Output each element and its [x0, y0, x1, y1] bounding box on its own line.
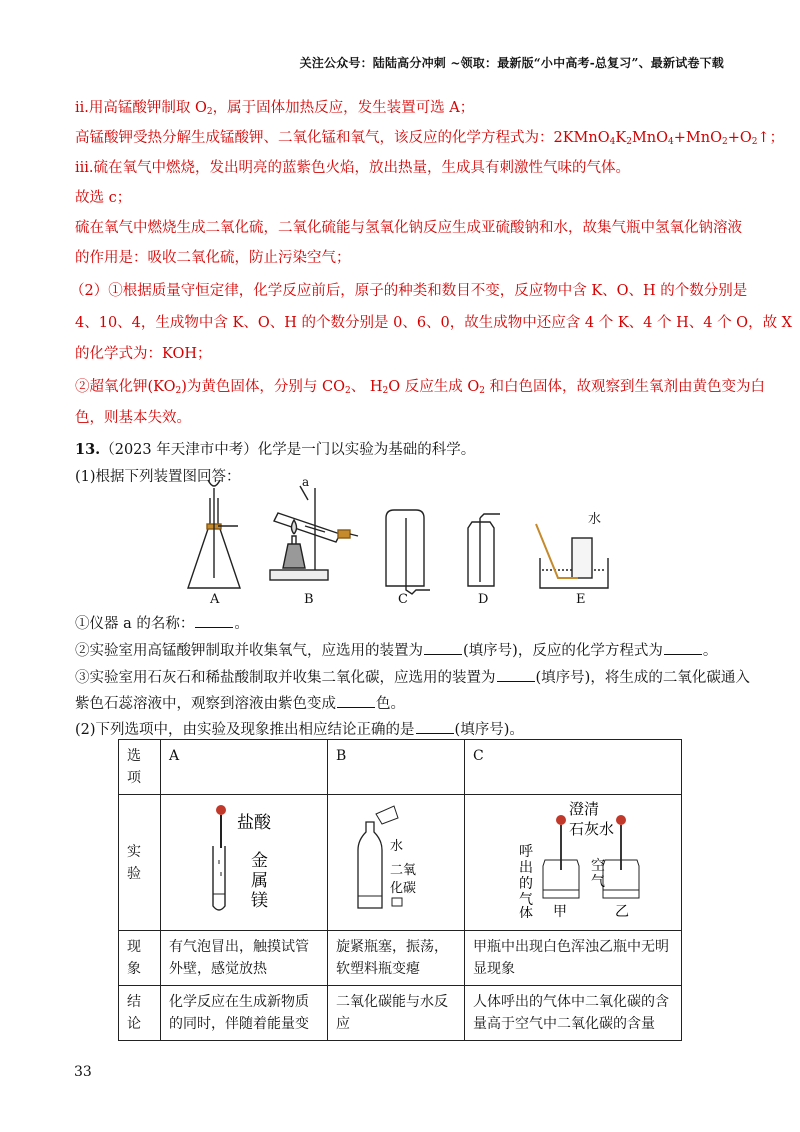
options-table: [118, 739, 682, 1041]
answer-blank: [195, 615, 233, 628]
table-row-phenomenon: [119, 931, 682, 986]
answer-blank: [497, 669, 535, 682]
label-yi: 乙: [615, 904, 629, 918]
svg-text:呼: 呼: [519, 844, 533, 860]
apparatus-b: [270, 486, 358, 580]
experiment-c-drawing: [473, 800, 673, 918]
answer-blank: [337, 695, 375, 708]
svg-text:气: 气: [591, 874, 605, 890]
phenomenon-c: 甲瓶中出现白色浑浊乙瓶中无明显现象: [465, 931, 682, 986]
label-D: D: [478, 592, 489, 607]
svg-text:属: 属: [251, 871, 268, 891]
svg-text:的: 的: [519, 876, 533, 892]
svg-text:气: 气: [519, 892, 533, 908]
conclusion-a: 化学反应在生成新物质的同时，伴随着能量变: [161, 986, 328, 1041]
question-part-2: (2)下列选项中，由实验及现象推出相应结论正确的是 (填序号)。: [75, 722, 524, 738]
answer-line-5: 硫在氧气中燃烧生成二氧化硫，二氧化硫能与氢氧化钠反应生成亚硫酸钠和水，故集气瓶中氢氧化钠溶液: [75, 220, 742, 236]
table-row-conclusion: [119, 986, 682, 1041]
svg-text:镁: 镁: [251, 891, 268, 911]
svg-text:空: 空: [591, 858, 605, 874]
experiment-b-drawing: [336, 800, 456, 918]
table-header-row: [119, 740, 682, 795]
label-metal: 金: [251, 851, 268, 871]
table-header-cell: B: [328, 740, 465, 795]
table-row-experiment: [119, 795, 682, 931]
answer-line-11: 色，则基本失效。: [75, 410, 191, 426]
answer-line-3: iii.硫在氧气中燃烧，发出明亮的蓝紫色火焰，放出热量，生成具有刺激性气味的气体。: [75, 160, 631, 176]
answer-line-7: （2）①根据质量守恒定律，化学反应前后，原子的种类和数目不变，反应物中含 K、O、H 的个数分别是: [70, 283, 748, 299]
question-13-title: 13.（2023 年天津市中考）化学是一门以实验为基础的科学。: [75, 441, 476, 458]
answer-blank: [416, 721, 454, 734]
row-label: 结论: [119, 986, 161, 1041]
table-header-cell: C: [465, 740, 682, 795]
question-part-1: (1)根据下列装置图回答：: [75, 469, 241, 485]
apparatus-c: [386, 510, 430, 594]
label-C: C: [398, 592, 408, 607]
label-a: a: [302, 478, 310, 489]
label-limewater: 澄清: [569, 800, 600, 818]
label-water-b: 水: [390, 839, 404, 854]
experiment-a-drawing: [169, 800, 319, 918]
apparatus-figure: [180, 478, 620, 608]
apparatus-e: [536, 524, 608, 588]
experiment-b-figure: [328, 795, 465, 931]
answer-line-1: ii.用高锰酸钾制取 $O_2$，属于固体加热反应，发生装置可选 A；: [75, 100, 475, 117]
table-header-cell: 选项: [119, 740, 161, 795]
answer-line-4: 故选 c；: [75, 190, 132, 206]
svg-text:出: 出: [519, 860, 533, 876]
label-water: 水: [588, 512, 602, 527]
row-label: 现象: [119, 931, 161, 986]
answer-line-9: 的化学式为：KOH；: [75, 346, 212, 362]
answer-line-6: 的作用是：吸收二氧化硫，防止污染空气；: [75, 250, 351, 266]
conclusion-c: 人体呼出的气体中二氧化碳的含量高于空气中二氧化碳的含量: [465, 986, 682, 1041]
apparatus-a: [188, 480, 240, 588]
conclusion-b: 二氧化碳能与水反应: [328, 986, 465, 1041]
phenomenon-b: 旋紧瓶塞，振荡，软塑料瓶变瘪: [328, 931, 465, 986]
apparatus-drawing: [180, 478, 620, 608]
label-co2: 二氧: [390, 863, 417, 878]
page-header: 关注公众号：陆陆高分冲刺 ~领取：最新版“小中高考-总复习”、最新试卷下载: [299, 56, 724, 70]
answer-line-10: ②超氧化钾$(KO_2)$为黄色固体，分别与 $CO_2$、 $H_2O$ 反应生成 $O_2$ 和白色固体，故观察到生氧剂由黄色变为白: [75, 379, 766, 396]
table-header-cell: A: [161, 740, 328, 795]
question-item-3: ③实验室用石灰石和稀盐酸制取并收集二氧化碳，应选用的装置为 (填序号)，将生成的二氧化碳通入: [75, 670, 750, 686]
answer-blank: [424, 642, 462, 655]
answer-line-8: 4、10、4，生成物中含 K、O、H 的个数分别是 0、6、0，故生成物中还应含 4 个 K、4 个 H、4 个 O，故 X: [75, 315, 793, 331]
apparatus-d: [468, 514, 500, 586]
label-B: B: [304, 592, 314, 607]
question-item-2: ②实验室用高锰酸钾制取并收集氧气，应选用的装置为 (填序号)，反应的化学方程式为 。: [75, 643, 718, 659]
experiment-c-figure: [465, 795, 682, 931]
label-acid: 盐酸: [237, 813, 271, 833]
question-item-1: ①仪器 a 的名称： 。: [75, 616, 249, 632]
page-number: 33: [74, 1064, 92, 1080]
label-A: A: [210, 592, 220, 607]
phenomenon-a: 有气泡冒出，触摸试管外壁，感觉放热: [161, 931, 328, 986]
chemical-equation: $2KMnO_4K_2MnO_4+MnO_2+O_2↑$；: [553, 130, 785, 147]
label-jia: 甲: [553, 904, 567, 918]
svg-text:化碳: 化碳: [390, 881, 417, 896]
answer-blank: [664, 642, 702, 655]
question-item-3-cont: 紫色石蕊溶液中，观察到溶液由紫色变成 色。: [75, 696, 405, 712]
answer-line-2: 高锰酸钾受热分解生成锰酸钾、二氧化锰和氧气，该反应的化学方程式为：$2KMnO_4K_2MnO_4+MnO_2+O_2↑$；: [75, 130, 785, 147]
label-E: E: [576, 592, 586, 607]
experiment-a-figure: [161, 795, 328, 931]
row-label: 实验: [119, 795, 161, 931]
svg-text:石灰水: 石灰水: [569, 820, 615, 838]
svg-text:体: 体: [519, 906, 533, 918]
